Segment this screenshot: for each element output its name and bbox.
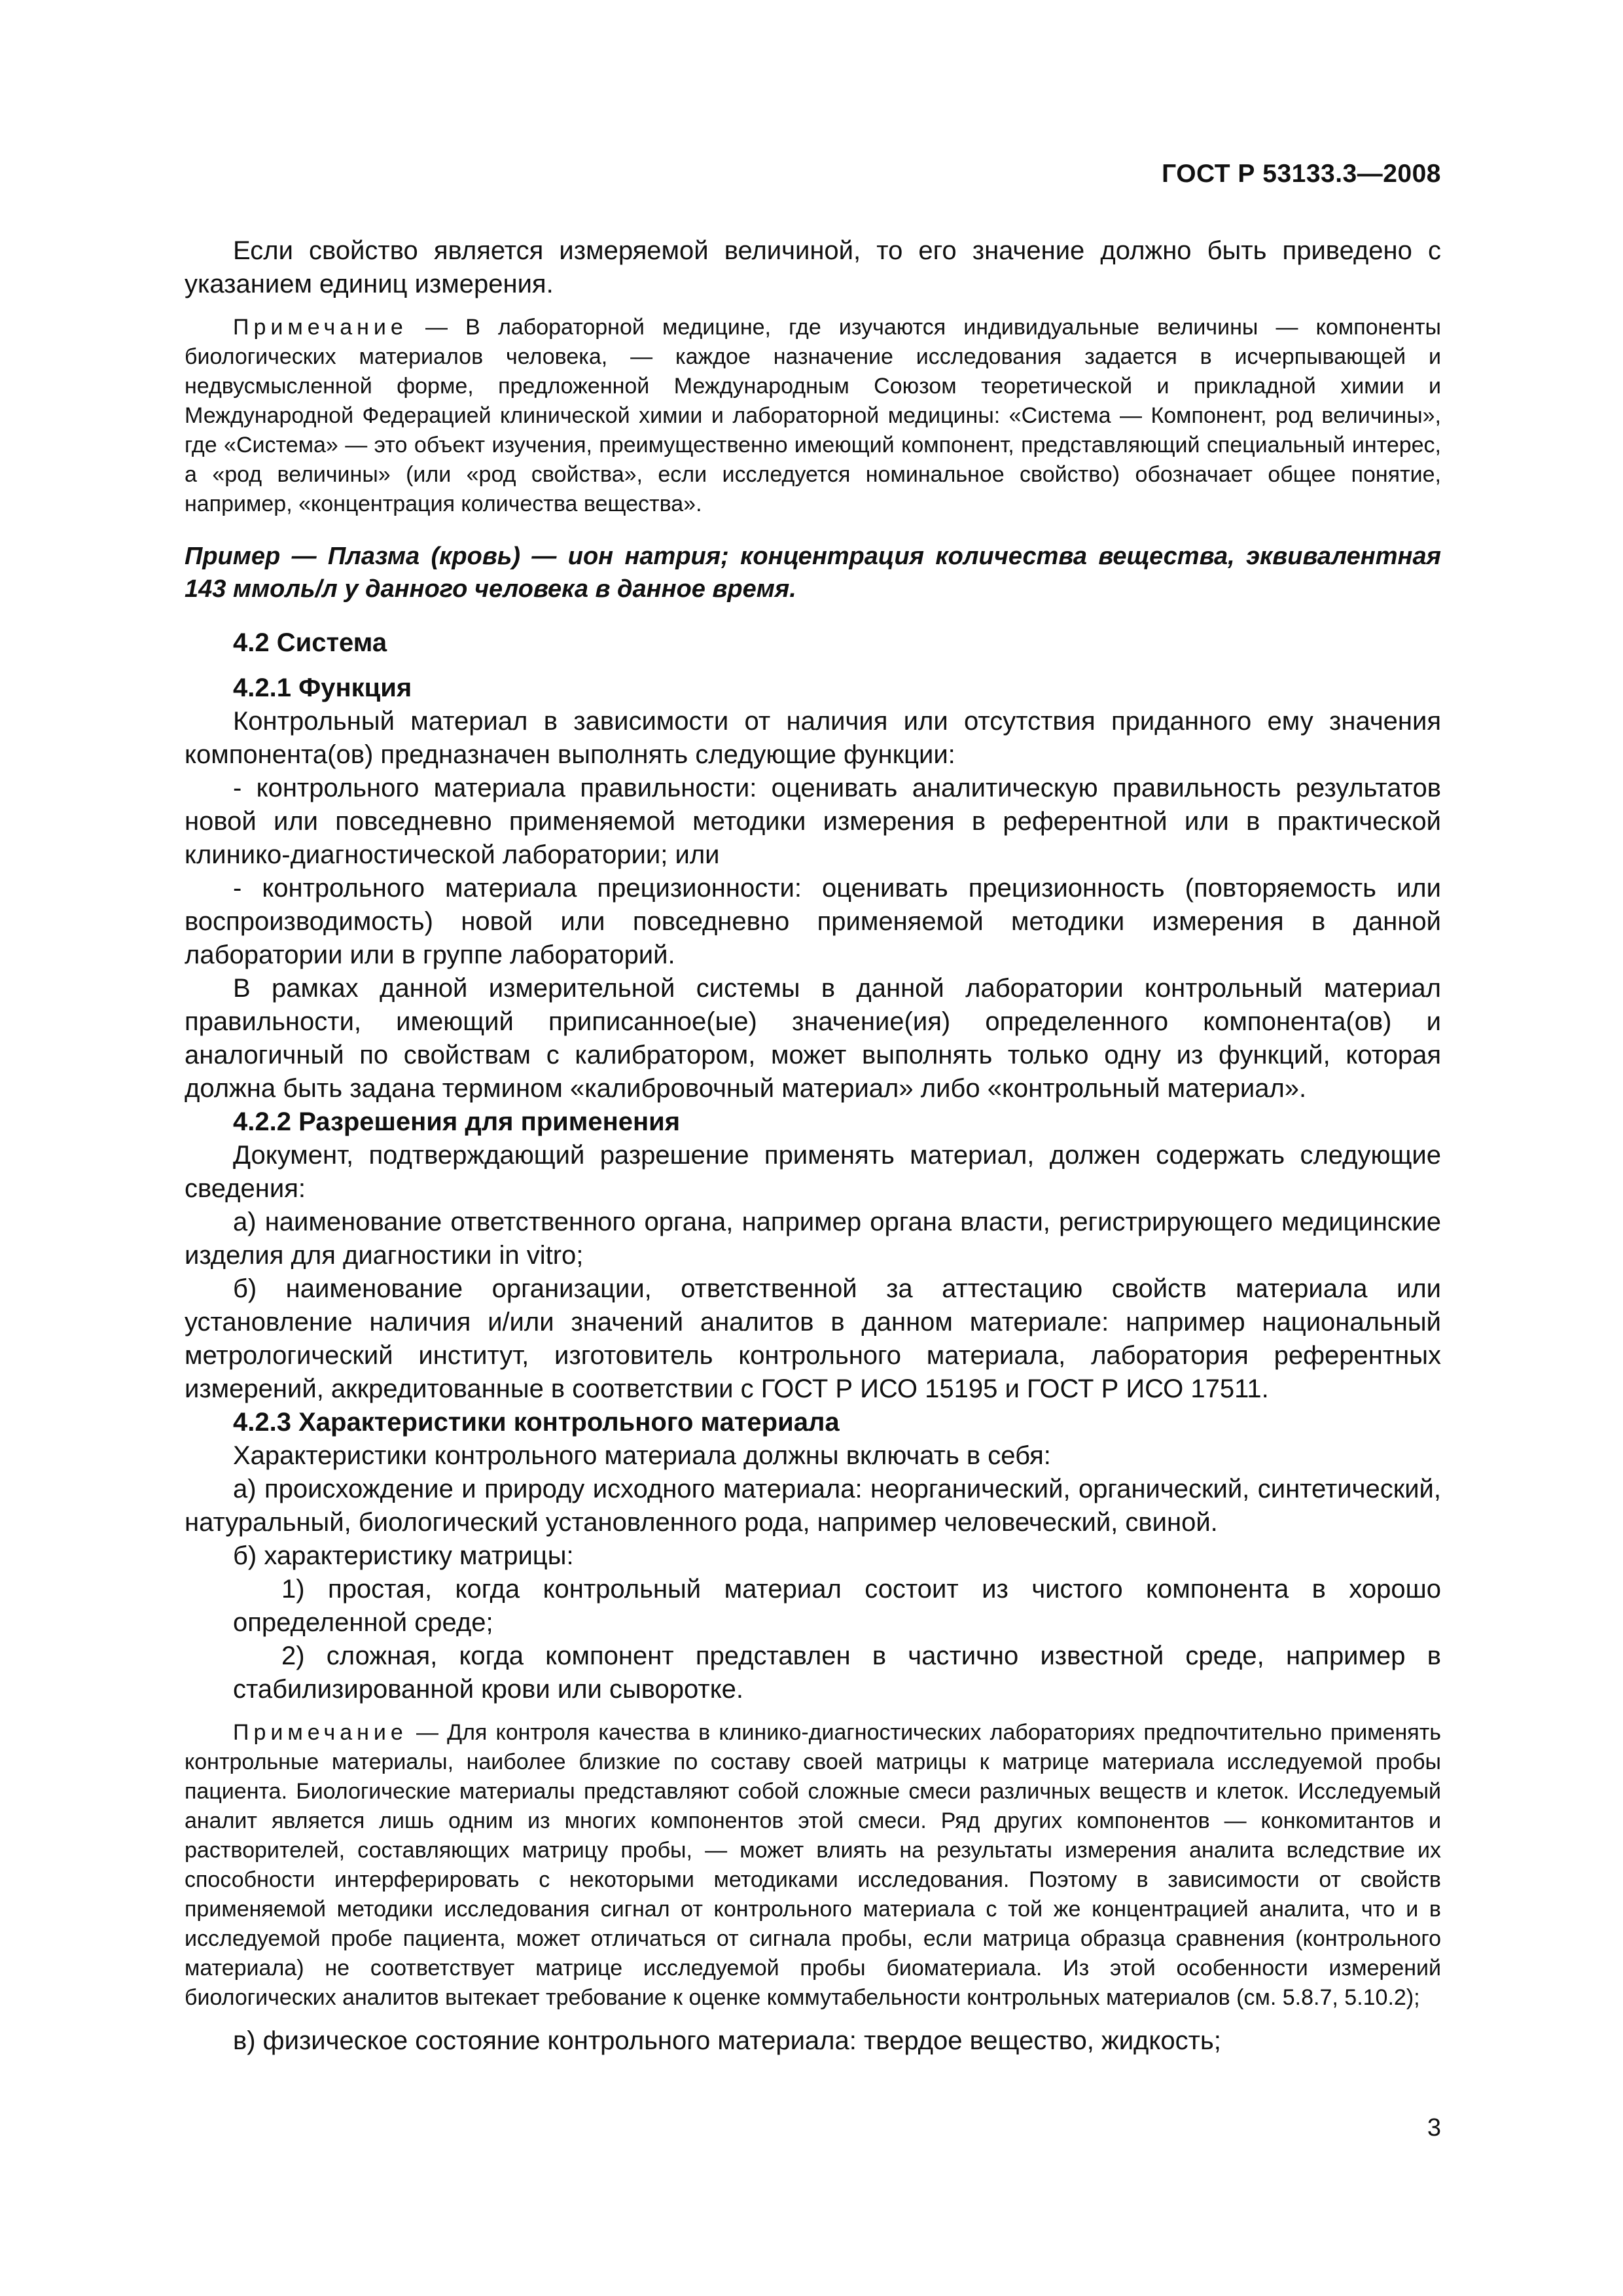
note-2 [185, 1718, 1441, 2013]
note-2-label: Примечание [233, 1720, 408, 1745]
note-2-text: — Для контроля качества в клинико-диагностических лабораториях предпочтительно применять контрольные материалы, наиболее близкие по составу своей матрицы к матрице материала исследуемой пробы пациента. Биологические материалы представляют собой сложные смеси различных веществ и клеток. Исследуемый аналит является лишь одним из многих компонентов этой смеси. Ряд других компонентов — конкомитантов и растворителей, составляющих матрицу пробы, — может влиять на результаты измерения аналита вследствие их способности интерферировать с некоторыми методиками исследования. Поэтому в зависимости от свойств применяемой методики исследования сигнал от контрольного материала с той же концентрацией аналита, что и в исследуемой пробе пациента, может отличаться от сигнала пробы, если матрица образца сравнения (контрольного материала) не соответствует матрице исследуемой пробы биоматериала. Из этой особенности измерений биологических аналитов вытекает требование к оценке коммутабельности контрольных материалов (см. 5.8.7, 5.10.2); [185, 1720, 1442, 2010]
document-body [185, 234, 1441, 2058]
paragraph-permissions-b: б) наименование организации, ответственной за аттестацию свойств материала или установление наличия и/или значений аналитов в данном материале: например национальный метрологический институт, изготовитель контрольного материала, лаборатория референтных измерений, аккредитованные в соответствии с ГОСТ Р ИСО 15195 и ГОСТ Р ИСО 17511. [185, 1274, 1441, 1403]
document-code: ГОСТ Р 53133.3—2008 [1162, 160, 1441, 188]
example-paragraph: Пример — Плазма (кровь) — ион натрия; концентрация количества вещества, эквивалентная 143 ммоль/л у данного человека в данное время. [185, 543, 1441, 603]
section-heading-4-2-2: 4.2.2 Разрешения для применения [233, 1107, 681, 1136]
paragraph-intro: Если свойство является измеряемой величиной, то его значение должно быть приведено с указанием единиц измерения. [185, 236, 1441, 298]
paragraph-characteristics-c: в) физическое состояние контрольного материала: твердое вещество, жидкость; [233, 2026, 1221, 2055]
paragraph-function-c: В рамках данной измерительной системы в данной лаборатории контрольный материал правильности, имеющий приписанное(ые) значение(ия) определенного компонента(ов) и аналогичный по свойствам с калибратором, может выполнять только одну из функций, которая должна быть задана термином «калибровочный материал» либо «контрольный материал». [185, 974, 1441, 1103]
paragraph-characteristics-b1: 1) простая, когда контрольный материал состоит из чистого компонента в хорошо определенной среде; [233, 1575, 1441, 1637]
paragraph-characteristics-b: б) характеристику матрицы: [233, 1541, 574, 1570]
paragraph-characteristics-b2: 2) сложная, когда компонент представлен в частично известной среде, например в стабилизированной крови или сыворотке. [233, 1641, 1441, 1704]
paragraph-function-b: - контрольного материала прецизионности: оценивать прецизионность (повторяемость или воспроизводимость) новой или повседневно применяемой методики измерения в данной лаборатории или в группе лабораторий. [185, 874, 1441, 969]
section-heading-4-2-1: 4.2.1 Функция [233, 673, 412, 702]
note-1 [185, 313, 1441, 519]
paragraph-function: Контрольный материал в зависимости от наличия или отсутствия приданного ему значения компонента(ов) предназначен выполнять следующие функции: [185, 707, 1441, 769]
paragraph-permissions: Документ, подтверждающий разрешение применять материал, должен содержать следующие сведения: [185, 1141, 1441, 1203]
paragraph-characteristics: Характеристики контрольного материала должны включать в себя: [233, 1441, 1051, 1470]
section-heading-4-2-3: 4.2.3 Характеристики контрольного материала [233, 1408, 840, 1437]
section-heading-4-2: 4.2 Система [233, 628, 387, 657]
paragraph-function-a: - контрольного материала правильности: оценивать аналитическую правильность результатов новой или повседневно применяемой методики измерения в референтной или в практической клинико-диагностической лаборатории; или [185, 774, 1441, 869]
paragraph-characteristics-a: а) происхождение и природу исходного материала: неорганический, органический, синтетический, натуральный, биологический установленного рода, например человеческий, свиной. [185, 1475, 1441, 1537]
page-number: 3 [1427, 2114, 1441, 2142]
paragraph-permissions-a: а) наименование ответственного органа, например органа власти, регистрирующего медицинские изделия для диагностики in vitro; [185, 1208, 1441, 1270]
note-1-label: Примечание [233, 315, 408, 340]
note-1-text: — В лабораторной медицине, где изучаются индивидуальные величины — компоненты биологических материалов человека, — каждое назначение исследования задается в исчерпывающей и недвусмысленной форме, предложенной Международным Союзом теоретической и прикладной химии и Международной Федерацией клинической химии и лабораторной медицины: «Система — Компонент, род величины», где «Система» — это объект изучения, преимущественно имеющий компонент, представляющий специальный интерес, а «род величины» (или «род свойства», если исследуется номинальное свойство) обозначает общее понятие, например, «концентрация количества вещества». [185, 315, 1441, 516]
